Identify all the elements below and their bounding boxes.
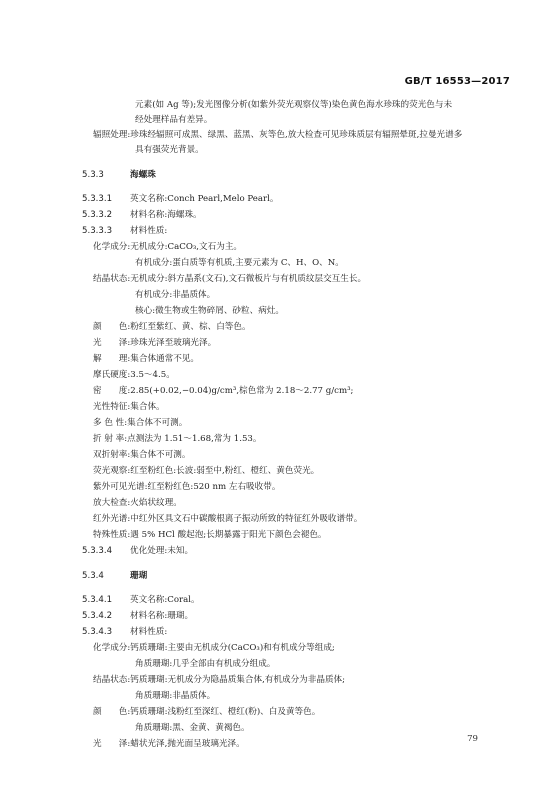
clause-number: 5.3.4.3 xyxy=(82,627,113,637)
property-line: 解 理:集合体通常不见。 xyxy=(93,354,200,364)
clause-number: 5.3.3.1 xyxy=(82,194,113,204)
property-line: 折 射 率:点测法为 1.51～1.68,常为 1.53。 xyxy=(93,434,262,444)
standard-code-header: GB/T 16553—2017 xyxy=(404,76,510,87)
property-line: 红外光谱:中红外区具文石中碳酸根离子振动所致的特征红外吸收谱带。 xyxy=(93,514,363,524)
property-line: 有机成分:非晶质体。 xyxy=(135,290,216,300)
intro-line-2: 经处理样品有差异。 xyxy=(135,115,213,125)
clause-number: 5.3.3.3 xyxy=(82,226,113,236)
section-title: 珊瑚 xyxy=(130,571,148,581)
property-line: 颜 色:粉红至紫红、黄、棕、白等色。 xyxy=(93,322,251,332)
property-line: 光 泽:珍珠光泽至玻璃光泽。 xyxy=(93,338,217,348)
clause-text: 优化处理:未知。 xyxy=(130,546,194,556)
clause-number: 5.3.4.2 xyxy=(82,611,113,621)
property-line: 化学成分:无机成分:CaCO₃,文石为主。 xyxy=(93,242,243,252)
section-heading-conch xyxy=(82,170,156,181)
property-line: 双折射率:集合体不可测。 xyxy=(93,450,191,460)
clause-text: 材料性质: xyxy=(130,627,168,637)
intro-line-4: 具有强荧光背景。 xyxy=(135,145,204,155)
clause-number: 5.3.4.1 xyxy=(82,595,113,605)
property-line: 化学成分:钙质珊瑚:主要由无机成分(CaCO₃)和有机成分等组成; xyxy=(93,643,335,653)
section-number: 5.3.3 xyxy=(82,170,104,180)
property-line: 有机成分:蛋白质等有机质,主要元素为 C、H、O、N。 xyxy=(135,258,344,268)
property-line: 颜 色:钙质珊瑚:浅粉红至深红、橙红(粉)、白及黄等色。 xyxy=(93,707,321,717)
property-line: 角质珊瑚:黑、金黄、黄褐色。 xyxy=(135,723,250,733)
section-heading-coral xyxy=(82,571,147,582)
property-line: 摩氏硬度:3.5～4.5。 xyxy=(93,370,175,380)
clause-number: 5.3.3.4 xyxy=(82,546,113,556)
property-line: 紫外可见光谱:红至粉红色:520 nm 左右吸收带。 xyxy=(93,482,281,492)
clause-text: 材料性质: xyxy=(130,226,168,236)
section-number: 5.3.4 xyxy=(82,571,104,581)
clause-text: 英文名称:Conch Pearl,Melo Pearl。 xyxy=(130,194,279,204)
clause-text: 英文名称:Coral。 xyxy=(130,595,200,605)
property-line: 光 泽:蜡状光泽,抛光面呈玻璃光泽。 xyxy=(93,739,245,749)
property-line: 放大检查:火焰状纹理。 xyxy=(93,498,182,508)
property-line: 密 度:2.85(+0.02,−0.04)g/cm³,棕色常为 2.18～2.77 g/cm³; xyxy=(93,386,354,396)
clause-material-name xyxy=(82,210,202,221)
clause-treatment xyxy=(82,546,193,557)
intro-line-1: 元素(如 Ag 等);发光图像分析(如紫外荧光观察仪等)染色黄色海水珍珠的荧光色与未 xyxy=(135,100,453,110)
clause-text: 材料名称:珊瑚。 xyxy=(130,611,194,621)
property-line: 光性特征:集合体。 xyxy=(93,402,165,412)
clause-english-name xyxy=(82,595,200,606)
section-title: 海螺珠 xyxy=(130,170,156,180)
clause-material-properties xyxy=(82,226,167,237)
property-line: 角质珊瑚:非晶质体。 xyxy=(135,691,216,701)
clause-english-name xyxy=(82,194,278,205)
page-number: 79 xyxy=(467,734,478,744)
property-line: 角质珊瑚:几乎全部由有机成分组成。 xyxy=(135,659,276,669)
clause-material-properties xyxy=(82,627,167,638)
clause-number: 5.3.3.2 xyxy=(82,210,113,220)
property-line: 核心:微生物或生物碎屑、砂粒、病灶。 xyxy=(135,306,284,316)
property-line: 结晶状态:钙质珊瑚:无机成分为隐晶质集合体,有机成分为非晶质体; xyxy=(93,675,346,685)
property-line: 多 色 性:集合体不可测。 xyxy=(93,418,188,428)
property-line: 荧光观察:红至粉红色:长波:弱至中,粉红、橙红、黄色荧光。 xyxy=(93,466,320,476)
clause-text: 材料名称:海螺珠。 xyxy=(130,210,202,220)
clause-material-name xyxy=(82,611,193,622)
property-line: 特殊性质:遇 5% HCl 酸起泡;长期暴露于阳光下颜色会褪色。 xyxy=(93,530,327,540)
property-line: 结晶状态:无机成分:斜方晶系(文石),文石微板片与有机质纹层交互生长。 xyxy=(93,274,367,284)
intro-line-3: 辐照处理:珍珠经辐照可成黑、绿黑、蓝黑、灰等色,放大检查可见珍珠质层有辐照晕斑,拉曼光谱多 xyxy=(93,130,463,140)
